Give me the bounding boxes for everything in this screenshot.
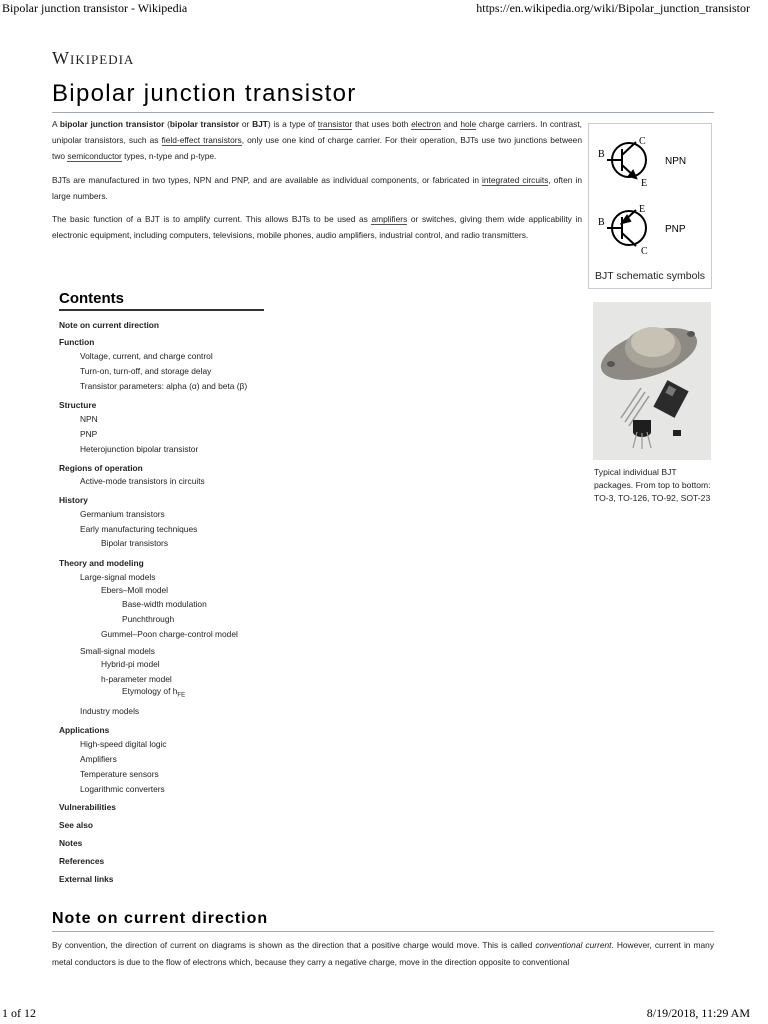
print-footer [0, 1002, 768, 1024]
toc-item[interactable]: NPN [80, 414, 98, 424]
toc-item[interactable]: High-speed digital logic [80, 739, 167, 749]
toc-item[interactable]: Heterojunction bipolar transistor [80, 444, 199, 454]
toc-item[interactable]: Applications [59, 725, 110, 735]
npn-symbol [607, 142, 646, 178]
link-hole[interactable]: hole [460, 119, 477, 129]
toc-item[interactable]: Active-mode transistors in circuits [80, 476, 205, 486]
pnp-symbol [607, 210, 646, 246]
toc-item[interactable]: Germanium transistors [80, 509, 165, 519]
toc-item[interactable]: Small-signal models [80, 646, 155, 656]
link-integrated-circuits[interactable]: integrated circuits [482, 175, 549, 185]
pnp-pin-c: C [641, 246, 648, 257]
lead-paragraph-3: The basic function of a BJT is to amplify current. This allows BJTs to be used as amplifiers or switches, giving them wide applicability in electronic equipment, including computers, televisions, mobile phones, audio amplifiers, industrial control, and radio transmitters. [52, 214, 582, 240]
toc-item[interactable]: Note on current direction [59, 320, 160, 330]
tab-title: Bipolar junction transistor - Wikipedia [2, 1, 188, 15]
toc-item[interactable]: Punchthrough [122, 614, 175, 624]
toc-item[interactable]: Logarithmic converters [80, 784, 165, 794]
toc-item[interactable]: Amplifiers [80, 754, 117, 764]
infobox-schematic-symbols [588, 123, 712, 289]
toc-item[interactable]: Function [59, 337, 95, 347]
page-counter: 1 of 12 [2, 1006, 36, 1020]
pnp-pin-e: E [639, 204, 646, 215]
toc-item[interactable]: Regions of operation [59, 463, 143, 473]
toc-item[interactable]: PNP [80, 429, 98, 439]
toc-item[interactable]: See also [59, 820, 93, 830]
page-title: Bipolar junction transistor [52, 80, 714, 113]
wikipedia-logo[interactable]: Wikipedia [52, 48, 135, 68]
toc-item[interactable]: Theory and modeling [59, 558, 144, 568]
toc-item[interactable]: Transistor parameters: alpha (α) and beta (β) [80, 381, 248, 391]
toc-heading: Contents [59, 290, 264, 311]
toc-item[interactable]: Notes [59, 838, 83, 848]
section-paragraph: By convention, the direction of current on diagrams is shown as the direction that a positive charge would move. This is called conventional current. However, current in many metal conductors is due to the flow of electrons which, because they carry a negative charge, move in the direction opposite to conventional [52, 940, 715, 967]
toc-item[interactable]: Vulnerabilities [59, 802, 116, 812]
print-header [0, 0, 768, 20]
toc-item[interactable]: Ebers–Moll model [101, 585, 169, 595]
toc-item[interactable]: Bipolar transistors [101, 538, 169, 548]
pnp-pin-b: B [598, 217, 605, 228]
lead-paragraph-1: A bipolar junction transistor (bipolar transistor or BJT) is a type of transistor that uses both electron and hole charge carriers. In contrast, unipolar transistors, such as field-effect transistors, only use one kind of charge carrier. For their operation, BJTs use two junctions between two semiconductor types, n-type and p-type. [52, 119, 582, 161]
page-url[interactable]: https://en.wikipedia.org/wiki/Bipolar_junction_transistor [476, 1, 750, 15]
npn-label: NPN [665, 156, 687, 167]
npn-pin-b: B [598, 149, 605, 160]
link-semiconductor[interactable]: semiconductor [67, 151, 122, 161]
toc-item[interactable]: External links [59, 874, 114, 884]
link-transistor[interactable]: transistor [317, 119, 353, 129]
toc-item[interactable]: Early manufacturing techniques [80, 524, 198, 534]
toc-item[interactable]: Large-signal models [80, 572, 156, 582]
link-electron[interactable]: electron [411, 119, 441, 129]
toc-item[interactable]: Voltage, current, and charge control [80, 351, 213, 361]
pnp-label: PNP [665, 224, 686, 235]
link-field-effect-transistors[interactable]: field-effect transistors [161, 135, 242, 145]
photo-caption: Typical individual BJT packages. From top to bottom: TO-3, TO-126, TO-92, SOT-23 [594, 467, 711, 503]
toc-item[interactable]: Structure [59, 400, 97, 410]
section-heading-current-direction: Note on current direction [52, 910, 714, 932]
infobox-caption: BJT schematic symbols [594, 270, 706, 282]
toc-item[interactable]: Industry models [80, 706, 140, 716]
toc-item[interactable]: h-parameter model [101, 674, 172, 684]
toc-item[interactable]: References [59, 856, 105, 866]
bjt-schematic-symbols-image[interactable] [589, 124, 711, 270]
toc-item[interactable]: Etymology of $h_{FE}$ [122, 686, 186, 699]
toc-item[interactable]: Turn-on, turn-off, and storage delay [80, 366, 212, 376]
toc-item[interactable]: Temperature sensors [80, 769, 159, 779]
toc-item[interactable]: Gummel–Poon charge-control model [101, 629, 238, 639]
link-amplifiers[interactable]: amplifiers [371, 214, 408, 224]
toc-item[interactable]: Hybrid-pi model [101, 659, 160, 669]
print-timestamp: 8/19/2018, 11:29 AM [646, 1006, 750, 1020]
lead-paragraph-2: BJTs are manufactured in two types, NPN and PNP, and are available as individual components, or fabricated in integrated circuits, often in large numbers. [52, 175, 582, 201]
bjt-packages-photo[interactable] [593, 302, 711, 460]
npn-pin-c: C [639, 136, 646, 147]
toc-item[interactable]: History [59, 495, 88, 505]
toc-item[interactable]: Base-width modulation [122, 599, 207, 609]
npn-pin-e: E [641, 178, 648, 189]
